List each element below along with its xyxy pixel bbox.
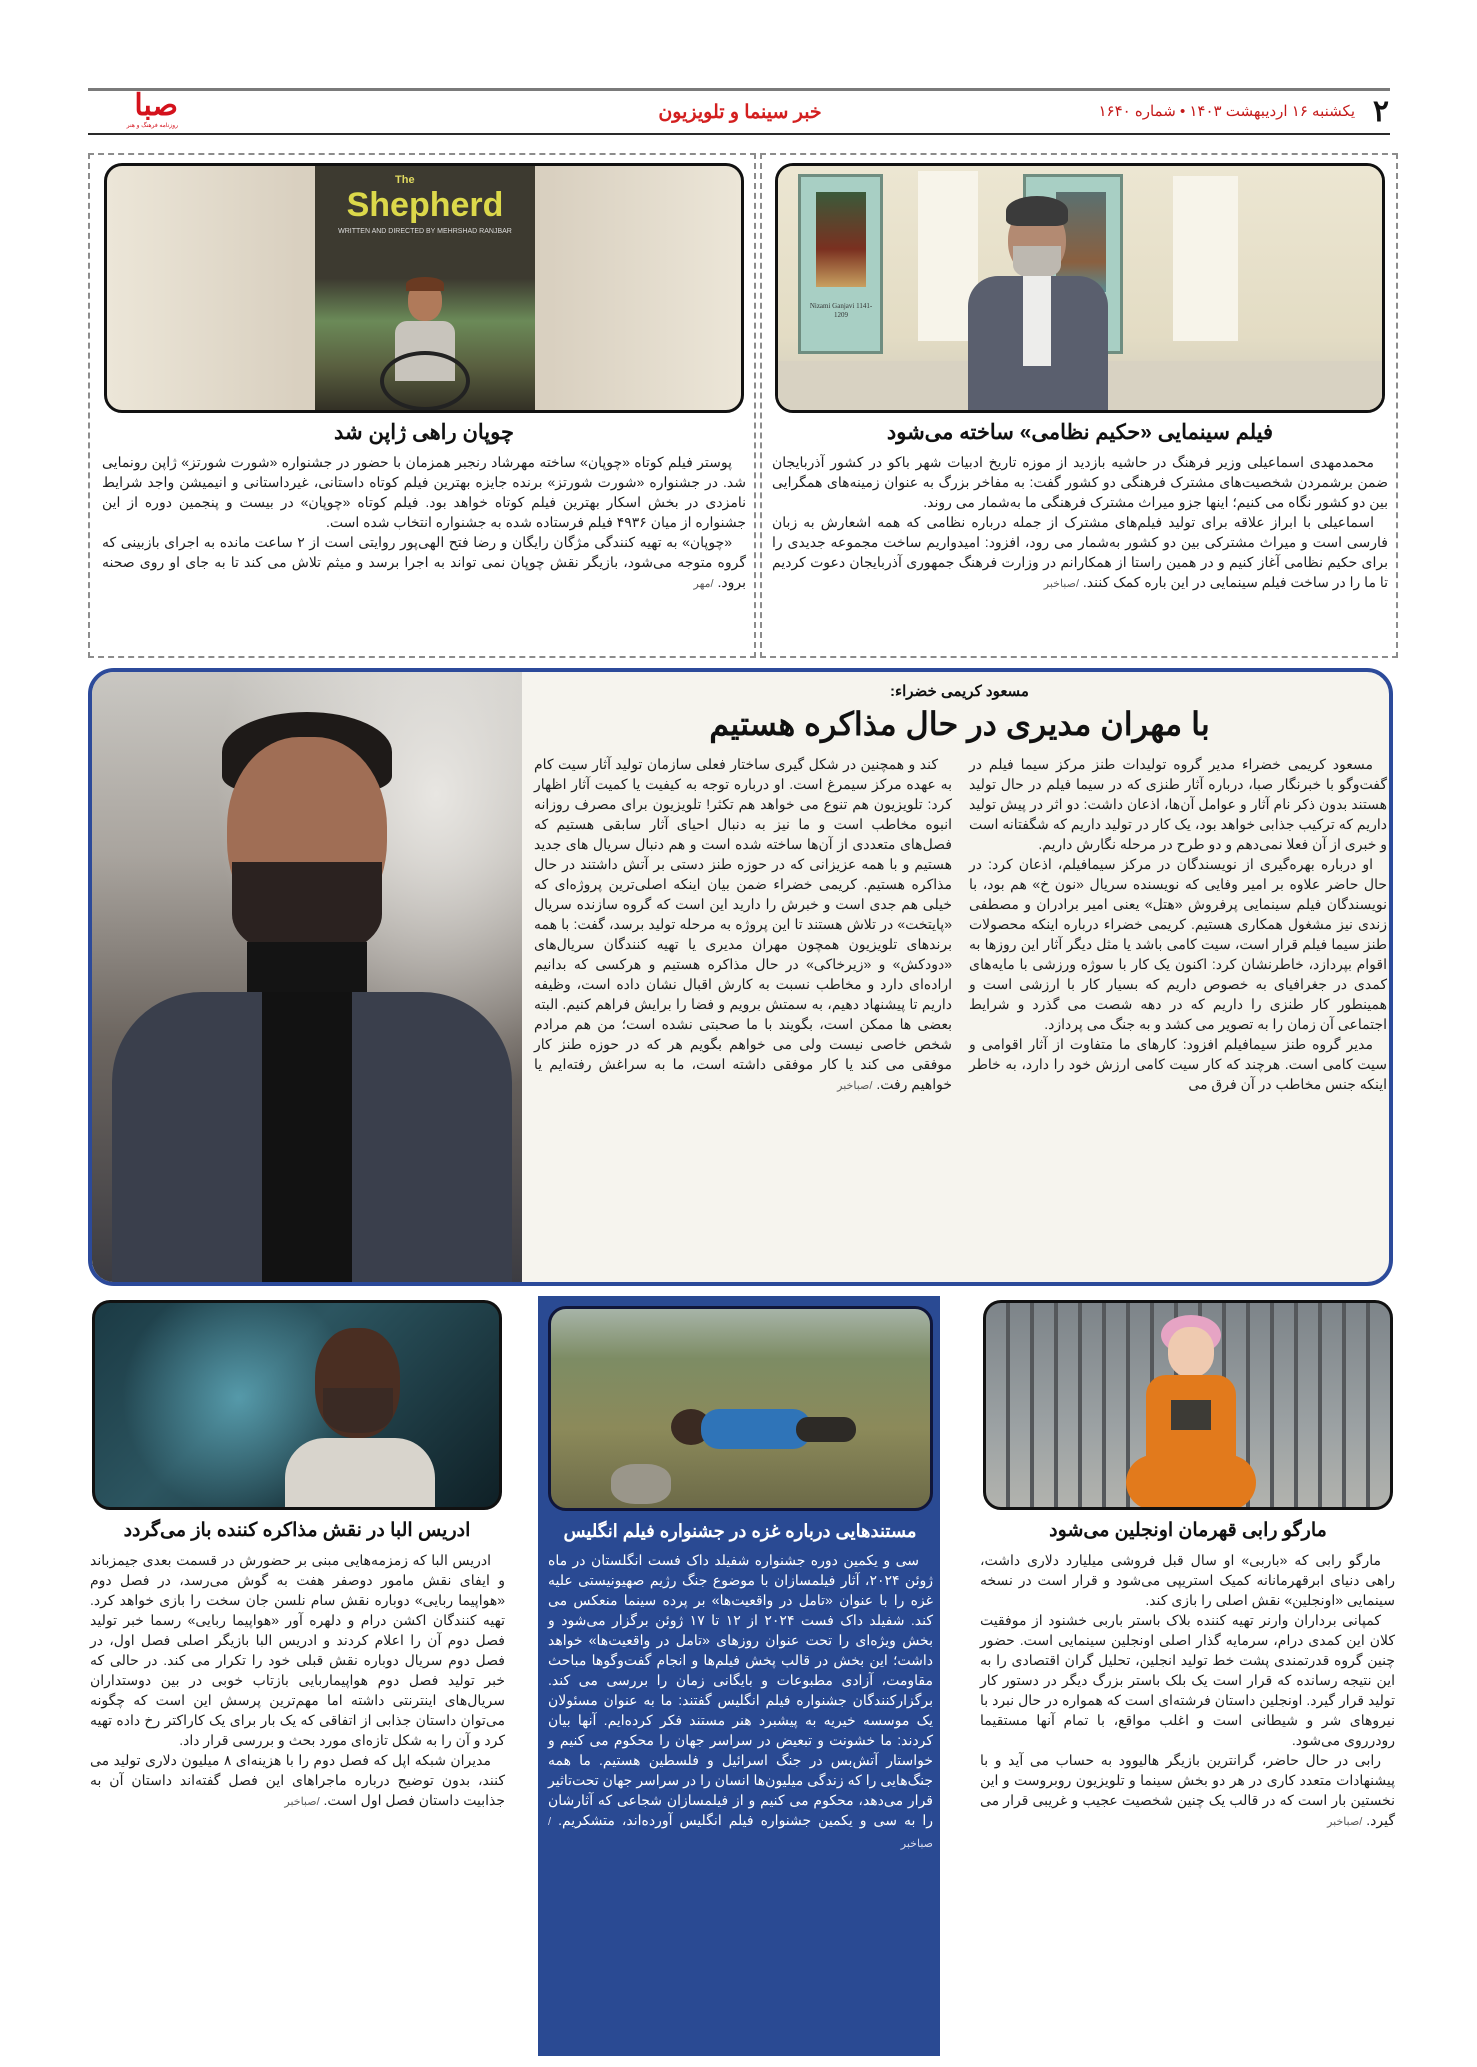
gaza-source: /صباخبر	[548, 1816, 933, 1850]
karimi-figure	[152, 712, 472, 1282]
logo-subtitle: روزنامه فرهنگ و هنر	[126, 123, 178, 129]
interview-column-left	[534, 754, 952, 1096]
robbie-figure	[1126, 1315, 1256, 1510]
gaza-paragraph-1: سی و یکمین دوره جشنواره شفیلد داک فست انگلستان در ماه ژوئن ۲۰۲۴، آثار فیلمسازان با موضوع جنگ رژیم صهیونیستی علیه غزه را با عنوان «تامل در واقعیت‌ها» بر پرده سینما منعکس می کند. شفیلد داک فست ۲۰۲۴ از ۱۲ تا ۱۷ ژوئن برگزار می‌شود و بخش ویژه‌ای را تحت عنوان روزهای «تامل در واقعیت‌ها» خواهد داشت؛ این بخش در قالب پخش فیلم‌ها و انجام گفت‌وگوها مباحث مقاومت، آزادی مطبوعات و بایگانی زمان را بررسی می کند. برگزارکنندگان جشنواره فیلم انگلیس گفتند: ما به عنوان مسئولان یک موسسه خیریه به پیشبرد هنر مستند فکر کرده‌ایم. آنها بیان کردند: ما خشونت و تبعیض در سراسر جهان را محکوم می کنیم و خواستار آتش‌بس در جنگ اسرائیل و فلسطین هستیم. ما همه جنگ‌هایی را که زندگی میلیون‌ها انسان را در سراسر جهان تحت‌تاثیر قرار می‌دهد، محکوم می کنیم و از فیلمسازان شجاعی که آثارشان را به سی و یکمین جشنواره فیلم انگلیس آورده‌اند، متشکریم.	[548, 1552, 934, 1828]
header-bottom-rule	[88, 133, 1390, 135]
gaza-body	[548, 1550, 933, 1854]
elba-photo	[92, 1300, 502, 1510]
robbie-body	[980, 1550, 1395, 1832]
nezami-body	[772, 452, 1388, 594]
elba-figure	[285, 1318, 435, 1510]
minister-figure	[963, 191, 1113, 413]
interview-right-paragraph-2: او درباره بهره‌گیری از نویسندگان در مرکز سیمافیلم، اذعان کرد: در حال حاضر علاوه بر امیر وفایی که نویسنده سریال «نون خ» هم بود، با نویسندگان فیلم سینمایی پرفروش «هتل» یعنی امیر برادران و مصطفی زندی نیز مشغول همکاری هستیم. کریمی خضراء درباره اینکه محصولات طنز سیما فیلم قرار است، سیت کامی باشد یا مثل دیگر آثار این روزها به اقوام بپردازد، خاطرنشان کرد: اکنون یک کار با سوژه ورزشی با مایه‌های کمدی در جغرافیای به خصوص داریم که بسیار کار با ارزشی است و همینطور کار طنزی را داریم که در دهه شصت می گذرد و شرایط اجتماعی آن زمان را به تصویر می کشد و به جنگ می پردازد.	[969, 856, 1387, 1032]
shepherd-body	[102, 452, 746, 594]
robbie-paragraph-2: کمپانی برداران وارنر تهیه کننده بلاک باستر باربی خشنود از موفقیت کلان این کمدی درام، سرمایه گذار اصلی اونجلین سینمایی است. حضور چنین گروه قدرتمندی پشت خط تولید انجلین، تحلیل گران اقتصادی را به این نتیجه رسانده که قرار است یک بلک باستر بزرگ دیگر در دستور کار تولید قرار گیرد. اونجلین داستان فرشته‌ای است که همواره در حال نبرد با نیروهای شر و شیطانی است و اغلب مواقع، با تمام آنها مستقیما رودرروی می‌شود.	[980, 1612, 1396, 1748]
nezami-source: /صباخبر	[1043, 578, 1080, 590]
shepherd-source: /مهر	[693, 578, 714, 590]
interview-left-paragraph-1: کند و همچنین در شکل گیری ساختار فعلی سازمان تولید آثار سیت کام به عهده مرکز سیمرغ است. او درباره توجه به کیفیت یا کمیت آثار اظهار کرد: تلویزیون هم تنوع می خواهد هم تکثر! تلویزیون برای مصرف روزانه انبوه مخاطب است و ما نیز به دنبال احیای آثار سابقی هستیم که فصل‌های متعددی از آن‌ها ساخته شده است و هم دنبال سریال های جدید هستیم و با همه عزیزانی که در حوزه طنز دستی بر آتش داشتند در حال مذاکره هستیم. کریمی خضراء ضمن بیان اینکه اصلی‌ترین پروژه‌ای که خیلی هم جدی است و خبرش را دارید این است که گروه سازنده سریال «پایتخت» در تلاش هستند تا این پروژه به مرحله تولید برسد، گفت: با همه برندهای تلویزیون همچون مهران مدیری یا تهیه کنندگان سریال‌های «دودکش» و «زیرخاکی» در حال مذاکره هستیم و هرکسی که بدانیم اراده‌ای دارد و مخاطب نسبت به کارش اقبال نشان داده است، وظیفه داریم تا پیشنهاد دهیم، به سمتش برویم و فضا را برایش فراهم کنیم. البته بعضی ها ممکن است، بگویند با ما صحبتی نشده است؛ من هم مرادم شخص خاصی نیست ولی می خواهم بگویم هر که در حوزه طنز کار موفقی می کند یا کار موفقی داشته است، ما به سراغش رفته‌ایم یا خواهیم رفت.	[534, 756, 952, 1092]
nezami-paragraph-1: محمدمهدی اسماعیلی وزیر فرهنگ در حاشیه بازدید از موزه تاریخ ادبیات شهر باکو در کشور آذربایجان ضمن برشمردن شخصیت‌های مشترک فرهنگی دو کشور گفت: به مفاخر بزرگ به عنوان زمینه‌های همگرایی بین دو کشور نگاه می کنیم؛ اینها جزو میراث مشترک فرهنگی ما به‌شمار می روند.	[772, 454, 1388, 510]
nezami-paragraph-2: اسماعیلی با ابراز علاقه برای تولید فیلم‌های مشترک از جمله درباره نظامی که همه اشعارش به زبان فارسی است و میراث مشترکی بین دو کشور به‌شمار می رود، افزود: امیدواریم ساخت مجموعه جدیدی را برای حکیم نظامی آغاز کنیم و در همین راستا از همکارانم در وزارت فرهنگ جمهوری آذربایجان دعوت کردیم تا ما را در ساخت فیلم سینمایی در این باره کمک کنند. /صباخبر	[772, 514, 1388, 590]
elba-headline: ادریس البا در نقش مذاکره کننده باز می‌گردد	[123, 1520, 471, 1541]
robbie-photo	[983, 1300, 1393, 1510]
gaza-headline: مستندهایی درباره غزه در جشنواره فیلم انگلیس	[563, 1521, 917, 1541]
elba-source: /صباخبر	[284, 1796, 320, 1808]
elba-paragraph-2: مدیران شبکه اپل که فصل دوم را با هزینه‌ای ۸ میلیون دلاری تولید می کنند، بدون توضیح درباره ماجراهای این فصل گفته‌اند داستان آن به جذابیت داستان فصل اول است. /صباخبر	[90, 1752, 505, 1808]
poster-the: The	[395, 174, 415, 186]
nezami-photo	[775, 163, 1385, 413]
mural-left	[798, 174, 883, 354]
shepherd-poster[interactable]	[315, 166, 535, 413]
header-top-rule	[88, 88, 1390, 91]
robbie-paragraph-1: مارگو رابی که «باربی» او سال قبل فروشی میلیارد دلاری داشت، راهی دنیای ابرقهرمانانه کمیک استریپی می‌شود و قرار است در نسخه سینمایی «اونجلین» نقش اصلی را بازی کند.	[980, 1552, 1395, 1608]
gaza-photo	[548, 1306, 933, 1511]
shepherd-paragraph-2: «چوپان» به تهیه کنندگی مژگان رایگان و رضا فتح الهی‌پور روایتی است از ۲ ساعت مانده به اجرای بازبینی که گروه متوجه می‌شود، بازیگر نقش چوپان نمی تواند به اجرا برسد و میثم تلاش می کند تا به جای او روی صحنه برود. /مهر	[102, 534, 746, 590]
interview-right-paragraph-1: مسعود کریمی خضراء مدیر گروه تولیدات طنز مرکز سیما فیلم در گفت‌وگو با خبرنگار صبا، درباره آثار طنزی که در سیما فیلم در حال تولید هستند بدون ذکر نام آثار و عوامل آن‌ها، اذعان داشت: دو اثر در پیش تولید داریم که ترکیب جذابی خواهد بود، یک کار در تولید داریم که شگفتانه است و خبری از آن فعلا نمی‌دهم و دو طرح در مرحله نگارش داریم.	[969, 756, 1387, 852]
elba-paragraph-1: ادریس البا که زمزمه‌هایی مبنی بر حضورش در قسمت بعدی جیمزباند و ایفای نقش مامور دوصفر هفت به گوش می‌رسد، در فصل دوم «هواپیما ربایی» دوباره نقش سام نلسن جان سخت را بازی خواهد کرد. تهیه کنندگان اکشن درام و دلهره آور «هواپیما ربایی» رسما خبر تولید فصل دوم آن را اعلام کردند و ادریس البا بازیگر اصلی فصل اول، در فصل دوم سریال دوباره نقش قبلی خود را تکرار می کند. در حالی که خبر تولید فصل دوم هواپیماربایی بازتاب خوبی در بین دوستداران سریال‌های اینترنتی داشته اما مهم‌ترین پرسش این است که چگونه می‌توان داستان جذابی از اتفاقی که یک بار برای یک کاراکتر رخ داده تهیه کرد و آن را به شکل تازه‌ای مورد بحث و بررسی قرار داد.	[90, 1552, 505, 1748]
interview-column-right	[969, 754, 1387, 1094]
poster-credit: WRITTEN AND DIRECTED BY MEHRSHAD RANJBAR	[338, 228, 512, 235]
interview-headline: با مهران مدیری در حال مذاکره هستیم	[709, 706, 1210, 742]
interview-box	[88, 668, 1393, 1286]
logo-text: صبا	[134, 89, 178, 122]
section-title: خبر سینما و تلویزیون	[658, 102, 822, 123]
nezami-headline: فیلم سینمایی «حکیم نظامی» ساخته می‌شود	[886, 421, 1274, 444]
shepherd-poster-frame	[104, 163, 744, 413]
shepherd-headline: چوپان راهی ژاپن شد	[334, 421, 514, 444]
mural-caption: Nizami Ganjavi 1141-1209	[809, 302, 873, 319]
elba-body	[90, 1550, 505, 1812]
robbie-headline: مارگو رابی قهرمان اونجلین می‌شود	[1049, 1520, 1327, 1541]
gaza-figure	[671, 1389, 851, 1459]
poster-wheelchair-figure	[380, 281, 470, 411]
page-number: ۲	[1372, 95, 1389, 128]
poster-title: Shepherd	[346, 186, 504, 224]
issue-date: یکشنبه ۱۶ اردیبهشت ۱۴۰۳ • شماره ۱۶۴۰	[1098, 103, 1355, 120]
newspaper-logo[interactable]	[88, 90, 178, 132]
shepherd-paragraph-1: پوستر فیلم کوتاه «چوپان» ساخته مهرشاد رنجبر همزمان با حضور در جشنواره «شورت شورتز» ژاپن رونمایی شد. در جشنواره «شورت شورتز» برنده جایزه بهترین فیلم کوتاه داستانی، غیرداستانی و انیمیشن واجد شرایط نامزدی در بخش اسکار بهترین فیلم کوتاه خواهد بود. فیلم کوتاه «چوپان» در بیست و پنجمین دوره از این جشنواره از میان ۴۹۳۶ فیلم فرستاده شده به جشنواره انتخاب شده است.	[102, 454, 747, 530]
robbie-source: /صباخبر	[1327, 1816, 1363, 1828]
robbie-paragraph-3: رابی در حال حاضر، گرانترین بازیگر هالیوود به حساب می آید و با پیشنهادات متعدد کاری در هر دو بخش سینما و تلویزیون روبروست و این نخستین بار است که در قالب یک چنین شخصیت عجیب و غریبی قرار می گیرد. /صباخبر	[980, 1752, 1395, 1828]
interview-photo	[92, 672, 522, 1282]
interview-source: /صباخبر	[837, 1080, 873, 1092]
interview-right-paragraph-3: مدیر گروه طنز سیمافیلم افزود: کارهای ما متفاوت از آثار اقوامی و سیت کامی است. هرچند که کار سیت کامی ارزش خود را دارد، به خاطر اینکه جنس مخاطب در آن فرق می	[969, 1036, 1387, 1092]
interview-kicker: مسعود کریمی خضراء:	[890, 683, 1029, 700]
